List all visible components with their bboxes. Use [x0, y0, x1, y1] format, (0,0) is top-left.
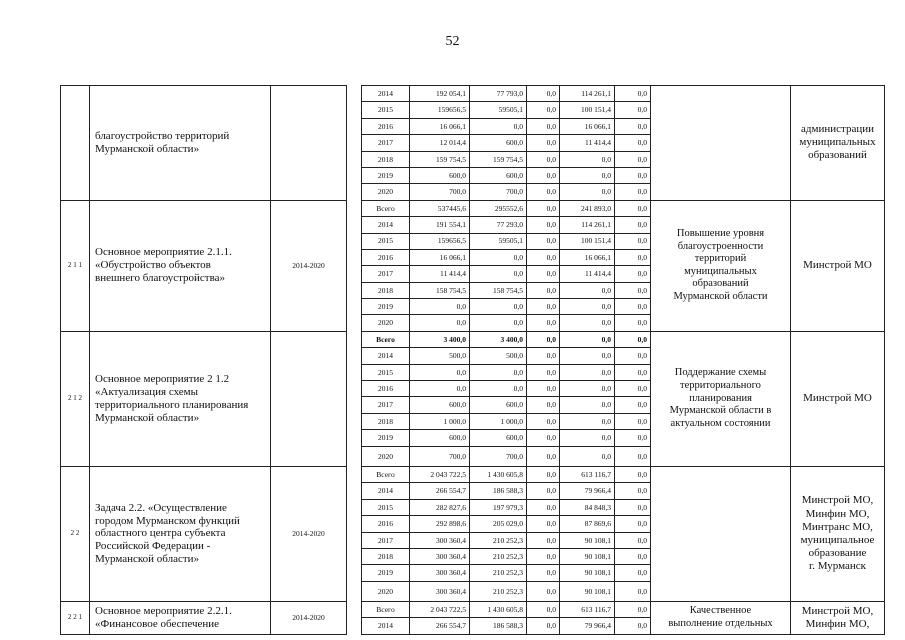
total-cell: 300 360,4 — [410, 581, 470, 601]
federal-cell: 159 754,5 — [470, 151, 527, 167]
federal-cell: 600,0 — [470, 167, 527, 183]
regional-cell: 0,0 — [527, 413, 560, 429]
total-cell: 292 898,6 — [410, 516, 470, 532]
federal-cell: 77 793,0 — [470, 86, 527, 102]
result-cell — [651, 601, 791, 634]
name_lines-line: областного центра субъекта — [95, 527, 226, 540]
other-cell: 0,0 — [615, 532, 651, 548]
name_lines-line: Основное мероприятие 2.2.1. — [95, 604, 232, 617]
period-cell — [271, 331, 347, 466]
local-cell: 0,0 — [560, 315, 615, 331]
federal-cell: 210 252,3 — [470, 549, 527, 565]
other-cell: 0,0 — [615, 499, 651, 515]
federal-cell: 59505,1 — [470, 233, 527, 249]
other-cell: 0,0 — [615, 446, 651, 467]
total-cell: 600,0 — [410, 430, 470, 446]
total-cell: 16 066,1 — [410, 249, 470, 265]
regional-cell: 0,0 — [527, 331, 560, 347]
total-cell: 537445,6 — [410, 200, 470, 216]
name_lines-line: городом Мурманском функций — [95, 514, 240, 527]
local-cell: 0,0 — [560, 282, 615, 298]
regional-cell: 0,0 — [527, 430, 560, 446]
year-cell: Всего — [362, 331, 410, 347]
row-number-cell: 2 1 1 — [61, 200, 90, 331]
total-cell: 16 066,1 — [410, 118, 470, 134]
executor_lines-line: Минстрой МО — [803, 259, 872, 272]
executor-cell — [791, 200, 885, 331]
year-cell: 2019 — [362, 167, 410, 183]
executor_lines-line: Минстрой МО — [803, 392, 872, 405]
name_lines-line: Основное мероприятие 2 1.2 — [95, 373, 230, 386]
federal-cell: 210 252,3 — [470, 532, 527, 548]
year-cell: 2018 — [362, 413, 410, 429]
total-cell: 1 000,0 — [410, 413, 470, 429]
year-cell: 2019 — [362, 430, 410, 446]
year-cell: 2015 — [362, 499, 410, 515]
year-cell: 2015 — [362, 364, 410, 380]
regional-cell: 0,0 — [527, 581, 560, 601]
executor_lines-line: Минтранс МО, — [802, 520, 873, 533]
row-number-cell: 2 2 1 — [61, 601, 90, 634]
federal-cell: 600,0 — [470, 135, 527, 151]
total-cell: 700,0 — [410, 446, 470, 467]
period-cell: 2014-2020 — [271, 467, 347, 602]
executor_lines-line: образований — [808, 149, 867, 162]
other-cell: 0,0 — [615, 102, 651, 118]
total-cell: 300 360,4 — [410, 532, 470, 548]
name_lines-line: «Обустройство объектов — [95, 259, 211, 272]
year-cell: 2014 — [362, 348, 410, 364]
federal-cell: 0,0 — [470, 364, 527, 380]
federal-cell: 600,0 — [470, 397, 527, 413]
executor-cell — [791, 601, 885, 634]
regional-cell: 0,0 — [527, 601, 560, 617]
regional-cell: 0,0 — [527, 549, 560, 565]
regional-cell: 0,0 — [527, 446, 560, 467]
other-cell: 0,0 — [615, 217, 651, 233]
federal-cell: 0,0 — [470, 299, 527, 315]
other-cell: 0,0 — [615, 381, 651, 397]
local-cell: 0,0 — [560, 348, 615, 364]
executor_lines-line: администрации — [801, 123, 874, 136]
name_lines-line: «Финансовое обеспечение — [95, 617, 220, 630]
year-cell: 2016 — [362, 118, 410, 134]
regional-cell: 0,0 — [527, 483, 560, 499]
result-cell — [651, 331, 791, 466]
year-cell: 2017 — [362, 532, 410, 548]
year-cell: Всего — [362, 467, 410, 483]
executor_lines-line: Минфин МО, — [805, 617, 870, 630]
federal-cell: 0,0 — [470, 249, 527, 265]
name_lines-line: территориального планирования — [95, 398, 249, 411]
executor_lines-line: г. Мурманск — [809, 560, 866, 573]
federal-cell: 700,0 — [470, 446, 527, 467]
other-cell: 0,0 — [615, 282, 651, 298]
measure-name-cell — [90, 601, 271, 634]
other-cell: 0,0 — [615, 413, 651, 429]
regional-cell: 0,0 — [527, 184, 560, 200]
year-cell: 2017 — [362, 266, 410, 282]
result_lines-line: Поддержание схемы — [674, 367, 767, 379]
result-cell — [651, 86, 791, 201]
federal-cell: 3 400,0 — [470, 331, 527, 347]
other-cell: 0,0 — [615, 86, 651, 102]
regional-cell: 0,0 — [527, 249, 560, 265]
year-cell: 2020 — [362, 184, 410, 200]
federal-cell: 210 252,3 — [470, 581, 527, 601]
year-cell: 2018 — [362, 151, 410, 167]
other-cell: 0,0 — [615, 167, 651, 183]
spacer-cell — [347, 601, 362, 634]
regional-cell: 0,0 — [527, 151, 560, 167]
federal-cell: 77 293,0 — [470, 217, 527, 233]
spacer-cell — [347, 467, 362, 602]
total-cell: 12 014,4 — [410, 135, 470, 151]
regional-cell: 0,0 — [527, 565, 560, 581]
local-cell: 90 108,1 — [560, 581, 615, 601]
row-number-cell: 2 2 — [61, 467, 90, 602]
total-cell: 0,0 — [410, 299, 470, 315]
executor_lines-line: муниципальное — [800, 533, 875, 546]
local-cell: 0,0 — [560, 151, 615, 167]
year-cell: 2016 — [362, 381, 410, 397]
total-cell: 0,0 — [410, 315, 470, 331]
table-row — [61, 86, 885, 102]
name_lines-line: Мурманской области» — [95, 142, 200, 155]
other-cell: 0,0 — [615, 549, 651, 565]
executor_lines-line: образование — [808, 547, 867, 560]
regional-cell: 0,0 — [527, 200, 560, 216]
year-cell: 2020 — [362, 581, 410, 601]
result-cell — [651, 467, 791, 602]
total-cell: 2 043 722,5 — [410, 467, 470, 483]
total-cell: 300 360,4 — [410, 549, 470, 565]
federal-cell: 0,0 — [470, 381, 527, 397]
result_lines-line: территорий — [694, 253, 747, 265]
local-cell: 0,0 — [560, 381, 615, 397]
period-cell: 2014-2020 — [271, 601, 347, 634]
total-cell: 191 554,1 — [410, 217, 470, 233]
name_lines-line: Задача 2.2. «Осуществление — [95, 501, 227, 514]
local-cell: 0,0 — [560, 446, 615, 467]
other-cell: 0,0 — [615, 467, 651, 483]
local-cell: 79 966,4 — [560, 483, 615, 499]
regional-cell: 0,0 — [527, 516, 560, 532]
regional-cell: 0,0 — [527, 299, 560, 315]
federal-cell: 0,0 — [470, 118, 527, 134]
result_lines-line: Мурманской области — [673, 290, 768, 302]
local-cell: 0,0 — [560, 430, 615, 446]
regional-cell: 0,0 — [527, 467, 560, 483]
total-cell: 159656,5 — [410, 233, 470, 249]
executor-cell — [791, 331, 885, 466]
local-cell: 79 966,4 — [560, 618, 615, 634]
total-cell: 3 400,0 — [410, 331, 470, 347]
spacer-cell — [347, 200, 362, 331]
regional-cell: 0,0 — [527, 86, 560, 102]
local-cell: 90 108,1 — [560, 549, 615, 565]
name_lines-line: Мурманской области» — [95, 553, 200, 566]
executor_lines-line: Минфин МО, — [805, 507, 870, 520]
name_lines-line: Российской Федерации - — [95, 540, 211, 553]
executor_lines-line: муниципальных — [799, 136, 876, 149]
executor-cell — [791, 86, 885, 201]
total-cell: 0,0 — [410, 364, 470, 380]
year-cell: 2020 — [362, 315, 410, 331]
name_lines-line: «Актуализация схемы — [95, 386, 199, 398]
federal-cell: 158 754,5 — [470, 282, 527, 298]
federal-cell: 1 000,0 — [470, 413, 527, 429]
local-cell: 0,0 — [560, 331, 615, 347]
year-cell: 2015 — [362, 102, 410, 118]
local-cell: 90 108,1 — [560, 532, 615, 548]
year-cell: 2017 — [362, 135, 410, 151]
table-row — [61, 467, 885, 483]
local-cell: 16 066,1 — [560, 118, 615, 134]
regional-cell: 0,0 — [527, 315, 560, 331]
year-cell: 2019 — [362, 299, 410, 315]
federal-cell: 197 979,3 — [470, 499, 527, 515]
other-cell: 0,0 — [615, 483, 651, 499]
local-cell: 241 893,0 — [560, 200, 615, 216]
total-cell: 500,0 — [410, 348, 470, 364]
executor-cell — [791, 467, 885, 602]
result_lines-line: Повышение уровня — [676, 228, 765, 240]
regional-cell: 0,0 — [527, 118, 560, 134]
result_lines-line: Мурманской области в — [669, 405, 772, 417]
total-cell: 2 043 722,5 — [410, 601, 470, 617]
local-cell: 11 414,4 — [560, 266, 615, 282]
year-cell: 2014 — [362, 86, 410, 102]
row-number-cell — [61, 86, 90, 201]
name_lines-line: Основное мероприятие 2.1.1. — [95, 246, 232, 259]
other-cell: 0,0 — [615, 118, 651, 134]
year-cell: 2020 — [362, 446, 410, 467]
federal-cell: 700,0 — [470, 184, 527, 200]
other-cell: 0,0 — [615, 581, 651, 601]
other-cell: 0,0 — [615, 135, 651, 151]
measure-name-cell — [90, 467, 271, 602]
federal-cell: 186 588,3 — [470, 483, 527, 499]
result_lines-line: образований — [692, 278, 749, 290]
total-cell: 159 754,5 — [410, 151, 470, 167]
regional-cell: 0,0 — [527, 135, 560, 151]
federal-cell: 1 430 605,8 — [470, 601, 527, 617]
result_lines-line: выполнение отдельных — [668, 617, 773, 629]
spacer-cell — [347, 331, 362, 466]
result_lines-line: территориального — [680, 380, 761, 392]
table-row — [61, 601, 885, 617]
measure-name-cell — [90, 331, 271, 466]
local-cell: 100 151,4 — [560, 102, 615, 118]
page-number: 52 — [445, 34, 460, 49]
other-cell: 0,0 — [615, 430, 651, 446]
year-cell: 2016 — [362, 249, 410, 265]
year-cell: 2019 — [362, 565, 410, 581]
federal-cell: 1 430 605,8 — [470, 467, 527, 483]
other-cell: 0,0 — [615, 618, 651, 634]
result_lines-line: планирования — [689, 392, 752, 404]
local-cell: 114 261,1 — [560, 217, 615, 233]
name_lines-line: Мурманской области» — [95, 411, 200, 424]
federal-cell: 0,0 — [470, 315, 527, 331]
other-cell: 0,0 — [615, 233, 651, 249]
year-cell: Всего — [362, 601, 410, 617]
year-cell: 2018 — [362, 549, 410, 565]
other-cell: 0,0 — [615, 565, 651, 581]
other-cell: 0,0 — [615, 184, 651, 200]
local-cell: 0,0 — [560, 413, 615, 429]
other-cell: 0,0 — [615, 249, 651, 265]
federal-cell: 295552,6 — [470, 200, 527, 216]
regional-cell: 0,0 — [527, 233, 560, 249]
year-cell: 2015 — [362, 233, 410, 249]
regional-cell: 0,0 — [527, 217, 560, 233]
other-cell: 0,0 — [615, 601, 651, 617]
other-cell: 0,0 — [615, 364, 651, 380]
other-cell: 0,0 — [615, 266, 651, 282]
local-cell: 613 116,7 — [560, 467, 615, 483]
total-cell: 282 827,6 — [410, 499, 470, 515]
other-cell: 0,0 — [615, 516, 651, 532]
measure-name-cell — [90, 200, 271, 331]
period-cell: 2014-2020 — [271, 200, 347, 331]
regional-cell: 0,0 — [527, 499, 560, 515]
year-cell: 2014 — [362, 217, 410, 233]
total-cell: 300 360,4 — [410, 565, 470, 581]
federal-cell: 205 029,0 — [470, 516, 527, 532]
local-cell: 0,0 — [560, 364, 615, 380]
regional-cell: 0,0 — [527, 397, 560, 413]
total-cell: 700,0 — [410, 184, 470, 200]
regional-cell: 0,0 — [527, 167, 560, 183]
regional-cell: 0,0 — [527, 618, 560, 634]
federal-cell: 0,0 — [470, 266, 527, 282]
name_lines-line: внешнего благоустройства» — [95, 272, 226, 285]
other-cell: 0,0 — [615, 348, 651, 364]
local-cell: 100 151,4 — [560, 233, 615, 249]
other-cell: 0,0 — [615, 299, 651, 315]
local-cell: 0,0 — [560, 299, 615, 315]
executor_lines-line: Минстрой МО, — [801, 604, 874, 617]
total-cell: 158 754,5 — [410, 282, 470, 298]
local-cell: 87 869,6 — [560, 516, 615, 532]
regional-cell: 0,0 — [527, 381, 560, 397]
program-measures-table — [60, 85, 885, 635]
table-row — [61, 331, 885, 347]
year-cell: Всего — [362, 200, 410, 216]
total-cell: 600,0 — [410, 397, 470, 413]
total-cell: 11 414,4 — [410, 266, 470, 282]
other-cell: 0,0 — [615, 200, 651, 216]
federal-cell: 500,0 — [470, 348, 527, 364]
total-cell: 0,0 — [410, 381, 470, 397]
federal-cell: 59505,1 — [470, 102, 527, 118]
regional-cell: 0,0 — [527, 282, 560, 298]
total-cell: 600,0 — [410, 167, 470, 183]
result_lines-line: актуальном состоянии — [670, 417, 771, 429]
regional-cell: 0,0 — [527, 364, 560, 380]
result-cell — [651, 200, 791, 331]
other-cell: 0,0 — [615, 151, 651, 167]
local-cell: 11 414,4 — [560, 135, 615, 151]
spacer-cell — [347, 86, 362, 201]
local-cell: 613 116,7 — [560, 601, 615, 617]
result_lines-line: муниципальных — [684, 265, 757, 277]
local-cell: 84 848,3 — [560, 499, 615, 515]
total-cell: 192 054,1 — [410, 86, 470, 102]
name_lines-line: благоустройство территорий — [95, 129, 230, 142]
local-cell: 0,0 — [560, 184, 615, 200]
year-cell: 2016 — [362, 516, 410, 532]
regional-cell: 0,0 — [527, 102, 560, 118]
result_lines-line: Качественное — [689, 605, 752, 617]
federal-cell: 600,0 — [470, 430, 527, 446]
federal-cell: 210 252,3 — [470, 565, 527, 581]
measure-name-cell — [90, 86, 271, 201]
local-cell: 16 066,1 — [560, 249, 615, 265]
other-cell: 0,0 — [615, 397, 651, 413]
local-cell: 0,0 — [560, 167, 615, 183]
table-row — [61, 200, 885, 216]
other-cell: 0,0 — [615, 315, 651, 331]
total-cell: 266 554,7 — [410, 483, 470, 499]
other-cell: 0,0 — [615, 331, 651, 347]
year-cell: 2018 — [362, 282, 410, 298]
result_lines-line: благоустроенности — [677, 240, 764, 252]
federal-cell: 186 588,3 — [470, 618, 527, 634]
year-cell: 2014 — [362, 483, 410, 499]
row-number-cell: 2 1 2 — [61, 331, 90, 466]
local-cell: 90 108,1 — [560, 565, 615, 581]
total-cell: 266 554,7 — [410, 618, 470, 634]
total-cell: 159656,5 — [410, 102, 470, 118]
executor_lines-line: Минстрой МО, — [801, 494, 874, 507]
regional-cell: 0,0 — [527, 348, 560, 364]
local-cell: 114 261,1 — [560, 86, 615, 102]
year-cell: 2014 — [362, 618, 410, 634]
period-cell — [271, 86, 347, 201]
year-cell: 2017 — [362, 397, 410, 413]
regional-cell: 0,0 — [527, 266, 560, 282]
regional-cell: 0,0 — [527, 532, 560, 548]
local-cell: 0,0 — [560, 397, 615, 413]
